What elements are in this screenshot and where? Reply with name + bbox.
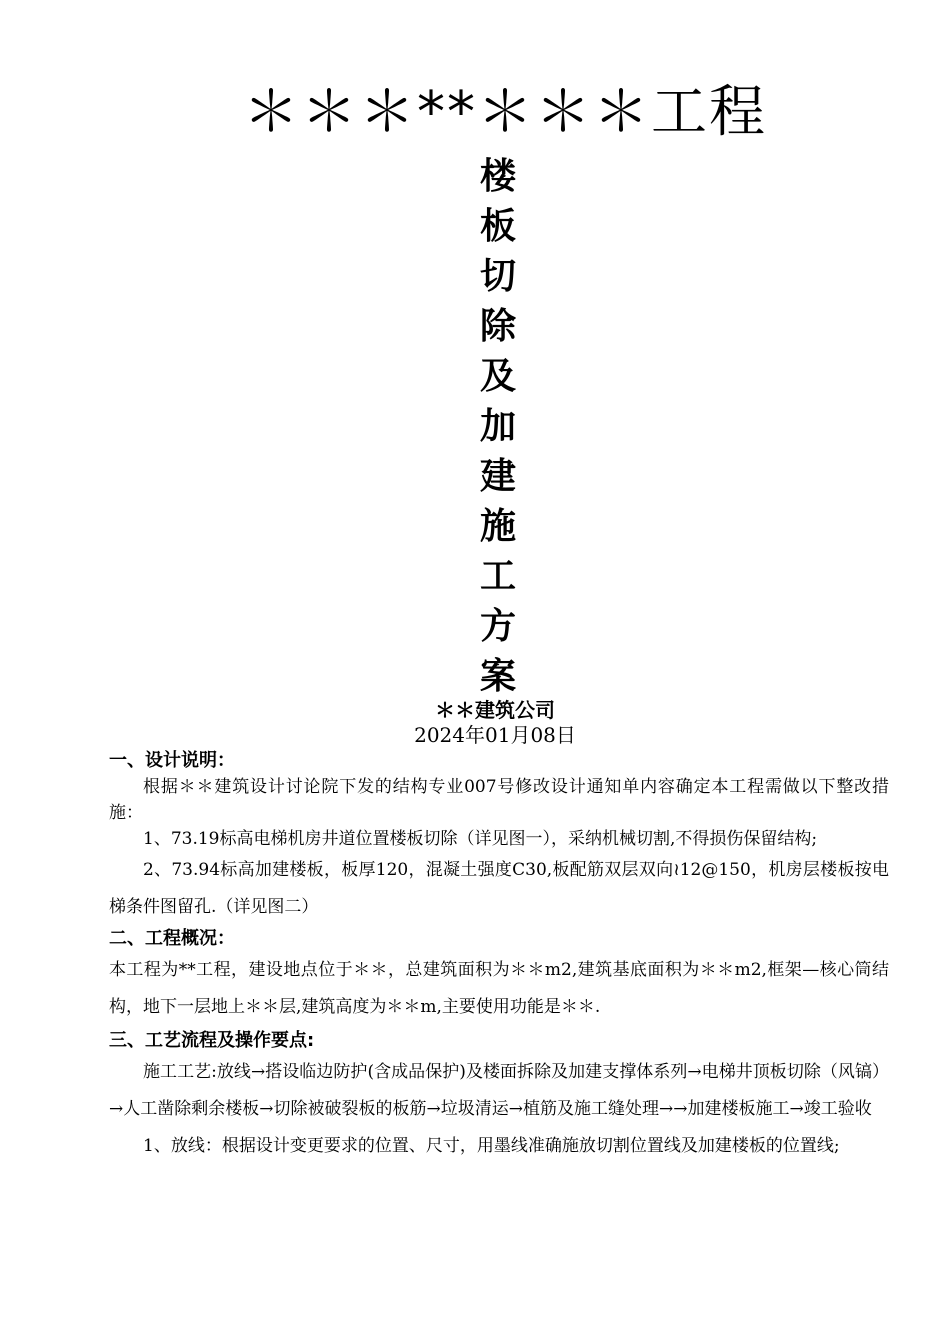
vertical-title-char: 加: [479, 406, 516, 447]
document-body: [109, 748, 889, 1165]
vertical-title-char: 案: [479, 656, 516, 697]
vertical-title-char: 施: [479, 506, 516, 547]
process-flow-paragraph: 施工工艺:放线→搭设临边防护(含成品保护)及楼面拆除及加建支撑体系列→电梯井顶板切除（风镐）→人工凿除剩余楼板→切除被破裂板的板筋→垃圾清运→植筋及施工缝处理→→加建楼板施工→竣工验收: [109, 1062, 889, 1119]
document-date: 2024年01月08日: [414, 723, 576, 747]
section-heading-design: 一、设计说明：: [109, 750, 235, 771]
company-name: ＊＊建筑公司: [435, 698, 555, 722]
design-item-2: 2、73.94标高加建楼板，板厚120，混凝土强度C30,板配筋双层双向≀12@150，机房层楼板按电梯条件图留孔.（详见图二）: [109, 860, 889, 917]
vertical-title-char: 楼: [479, 156, 516, 197]
vertical-title-char: 方: [479, 606, 516, 647]
section-heading-overview: 二、工程概况：: [109, 928, 235, 949]
vertical-title-char: 建: [479, 456, 516, 497]
overview-paragraph: 本工程为**工程，建设地点位于＊＊，总建筑面积为＊＊m2,建筑基底面积为＊＊m2,框架—核心筒结构，地下一层地上＊＊层,建筑高度为＊＊m,主要使用功能是＊＊.: [109, 960, 889, 1017]
design-intro-paragraph: 根据＊＊建筑设计讨论院下发的结构专业007号修改设计通知单内容确定本工程需做以下整改措施：: [109, 777, 889, 823]
vertical-document-title: [470, 152, 526, 702]
vertical-title-char: 及: [479, 356, 516, 397]
vertical-title-char: 板: [479, 206, 516, 247]
project-title: ＊＊＊**＊＊＊工程: [243, 80, 767, 145]
vertical-title-char: 切: [479, 256, 516, 297]
design-item-1: 1、73.19标高电梯机房井道位置楼板切除（详见图一），采纳机械切割,不得损伤保留结构;: [143, 829, 818, 849]
section-heading-process: 三、工艺流程及操作要点:: [109, 1030, 315, 1051]
process-step-1: 1、放线：根据设计变更要求的位置、尺寸，用墨线准确施放切割位置线及加建楼板的位置线;: [143, 1136, 840, 1156]
vertical-title-char: 除: [479, 306, 516, 347]
vertical-title-char: 工: [479, 556, 516, 597]
